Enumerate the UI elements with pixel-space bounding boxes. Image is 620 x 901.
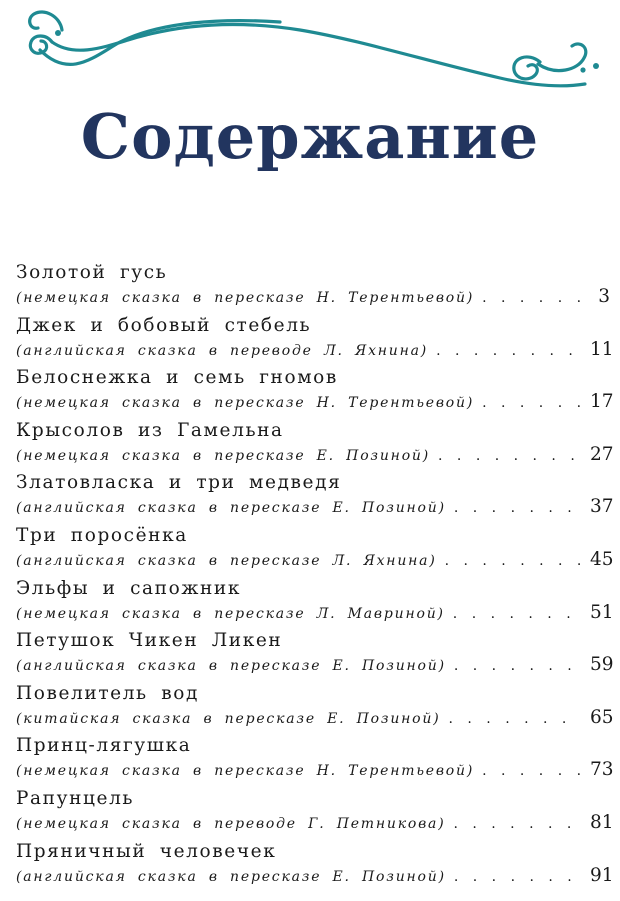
toc-entry-source: (немецкая сказка в пересказе Н. Терентьевой) [16,290,475,306]
toc-entry-title: Петушок Чикен Ликен [16,630,283,652]
dot-leader [436,339,580,363]
toc-entry-source: (немецкая сказка в пересказе Л. Мавриной) [16,605,445,622]
toc-entry-title: Златовласка и три медведя [16,472,342,494]
toc-entry [16,840,614,893]
dot-leader [482,759,580,783]
toc-entry-page-number: 51 [590,601,614,623]
dot-leader [449,707,581,731]
dot-leader [453,602,580,626]
dot-leader [454,654,580,678]
dot-leader [445,549,580,573]
toc-entry-title: Эльфы и сапожник [16,577,241,599]
dot-leader [453,812,580,836]
toc-entry-page-number: 45 [590,548,614,570]
toc-entry-page-number: 3 [598,286,610,307]
toc-entry-page-number: 37 [590,496,614,518]
toc-entry-subline [16,601,614,625]
toc-entry [16,524,614,577]
dot-leader [438,444,580,468]
toc-entry-subline [16,443,614,467]
toc-entry [16,261,610,314]
toc-entry-title: Пряничный человечек [16,840,277,862]
toc-entry-source: (английская сказка в пересказе Е. Позиной) [16,500,446,517]
toc-entry [16,577,614,630]
dot-leader [454,496,580,520]
toc-entry-subline [16,758,614,782]
toc-entry-title: Повелитель вод [16,682,199,704]
toc-entry [16,682,614,735]
toc-entry-subline [16,495,614,519]
decorative-flourish-ornament [0,0,620,110]
toc-entry-subline [16,706,614,730]
toc-entry [16,419,614,472]
toc-entry-page-number: 81 [590,811,614,833]
page-title: Содержание [80,100,540,173]
toc-entry-source: (немецкая сказка в пересказе Н. Терентьевой) [16,763,475,780]
toc-entry-title: Принц-лягушка [16,735,192,757]
toc-entry-title: Белоснежка и семь гномов [16,367,338,389]
toc-entry-page-number: 27 [590,443,614,465]
table-of-contents [16,261,614,892]
dot-leader [482,391,580,415]
toc-entry [16,787,614,840]
toc-entry-subline [16,285,610,309]
toc-entry-source: (немецкая сказка в пересказе Е. Позиной) [16,447,431,464]
toc-entry-subline [16,390,614,414]
toc-entry-source: (английская сказка в пересказе Е. Позиной) [16,868,446,885]
toc-entry-page-number: 73 [590,759,614,781]
toc-entry [16,366,614,419]
toc-entry-title: Джек и бобовый стебель [16,314,312,336]
toc-entry-subline [16,548,614,572]
toc-entry-subline [16,864,614,888]
toc-entry-title: Золотой гусь [16,262,168,283]
toc-entry [16,734,614,787]
toc-entry-source: (английская сказка в пересказе Л. Яхнина) [16,552,437,569]
toc-entry-page-number: 17 [590,391,614,413]
toc-entry-title: Рапунцель [16,787,135,809]
toc-entry-page-number: 11 [590,338,614,360]
toc-entry-page-number: 65 [590,706,614,728]
toc-entry-source: (немецкая сказка в пересказе Н. Терентьевой) [16,395,475,412]
dot-leader [454,865,580,889]
dot-leader [482,286,580,310]
toc-entry-title: Три поросёнка [16,524,188,546]
toc-entry-subline [16,811,614,835]
toc-entry-page-number: 91 [590,864,614,886]
toc-entry-subline [16,653,614,677]
toc-entry-source: (английская сказка в пересказе Е. Позиной) [16,658,446,675]
toc-entry-source: (английская сказка в переводе Л. Яхнина) [16,342,429,359]
toc-entry-source: (немецкая сказка в переводе Г. Петникова) [16,815,446,832]
toc-entry [16,471,614,524]
toc-entry [16,629,614,682]
toc-entry-source: (китайская сказка в пересказе Е. Позиной) [16,710,441,727]
toc-entry-page-number: 59 [590,654,614,676]
toc-entry [16,314,614,367]
toc-entry-subline [16,338,614,362]
toc-entry-title: Крысолов из Гамельна [16,419,284,441]
